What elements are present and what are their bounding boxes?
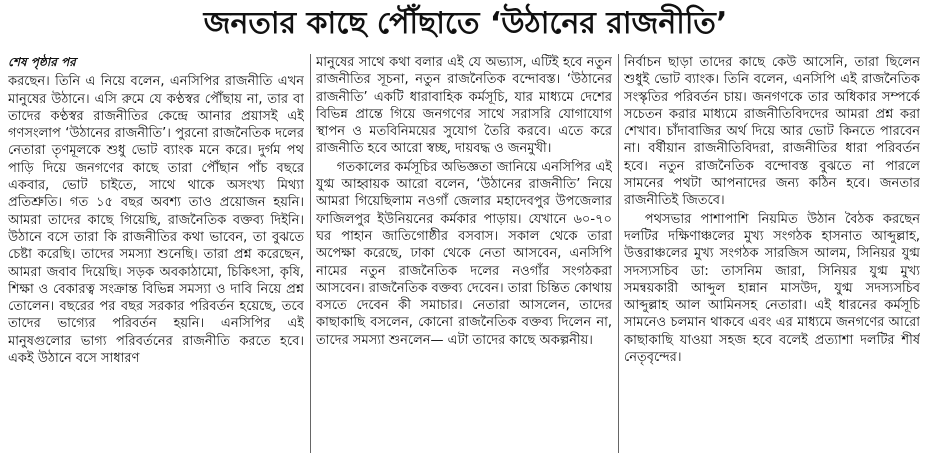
column-1-paragraph-1: করছেন। তিনি এ নিয়ে বলেন, এনসিপির রাজনীতি এখন মানুষের উঠানে। এসি রুমে যে কণ্ঠস্বর পৌঁছায় না, তার বা তাদের কণ্ঠস্বর রাজনীতির কেন্দ্রে আনার প্রয়াসই এই গণসংলাপ ‘উঠানের রাজনীতি’। পুরনো রাজনৈতিক দলের নেতারা তৃণমূলকে শুধু ভোট ব্যাংক মনে করে। দুর্গম পথ পাড়ি দিয়ে জনগণের কাছে তারা পৌঁছান পাঁচ বছরে একবার, ভোট চাইতে, সাথে থাকে অসংখ্য মিথ্যা প্রতিশ্রুতি। গত ১৫ বছর অবশ্য তাও প্রয়োজন হয়নি। আমরা তাদের কাছে গিয়েছি, রাজনৈতিক বক্তব্য দিইনি। উঠানে বসে তারা কি রাজনীতির কথা ভাবেন, তা বুঝতে চেষ্টা করেছি। তাদের সমস্যা শুনেছি। তারা প্রশ্ন করেছেন, আমরা জবাব দিয়েছি। সড়ক অবকাঠামো, চিকিৎসা, কৃষি, শিক্ষা ও বেকারত্ব সংক্রান্ত বিভিন্ন সমস্যা ও দাবি নিয়ে প্রশ্ন তোলেন। বছরের পর বছর সরকার পরিবর্তন হয়েছে, তবে তাদের ভাগ্যের পরিবর্তন হয়নি। এনসিপির এই মানুষগুলোর ভাগ্য পরিবর্তনের রাজনীতি করতে হবে। একই উঠানে বসে সাধারণ xyxy=(8,74,304,367)
article-body xyxy=(8,54,924,453)
column-3-paragraph-1: নির্বাচন ছাড়া তাদের কাছে কেউ আসেনি, তারা ছিলেন শুধুই ভোট ব্যাংক। তিনি বলেন, এনসিপি এই রাজনৈতিক সংস্কৃতির পরিবর্তন চায়। জনগণকে তার অধিকার সম্পর্কে সচেতন করার মাধ্যমে রাজনীতিবিদদের আমরা প্রশ্ন করা শেখাব। চাঁদাবাজির অর্থ দিয়ে আর ভোট কিনতে পারবেন না। বর্ষীয়ান রাজনীতিবিদরা, রাজনীতির ধারা পরিবর্তন হবে। নতুন রাজনৈতিক বন্দোবস্ত বুঝতে না পারলে সামনের পথটা আপনাদের জন্য কঠিন হবে। জনতার রাজনীতিই জিতবে। xyxy=(624,55,920,209)
column-2-paragraph-2: গতকালের কর্মসূচির অভিজ্ঞতা জানিয়ে এনসিপির এই যুগ্ম আহ্বায়ক আরো বলেন, ‘উঠানের রাজনীতি’ নিয়ে আমরা গিয়েছিলাম নওগাঁ জেলার মহাদেবপুর উপজেলার ফাজিলপুর ইউনিয়নের কর্মকার পাড়ায়। যেখানে ৬০-৭০ ঘর পাহান জাতিগোষ্ঠীর বসবাস। সকাল থেকে তারা অপেক্ষা করেছে, ঢাকা থেকে নেতা আসবেন, এনসিপি নামের নতুন রাজনৈতিক দলের নওগাঁর সংগঠকরা আসবেন। রাজনৈতিক বক্তব্য দেবেন। তারা চিন্তিত কোথায় বসতে দেবেন কী সমাচার। নেতারা আসলেন, তাদের কাছাকাছি বসলেন, কোনো রাজনৈতিক বক্তব্য দিলেন না, তাদের সমস্যা শুনলেন— এটা তাদের কাছে অকল্পনীয়। xyxy=(316,159,612,348)
continued-from-label: শেষ পৃষ্ঠার পর xyxy=(8,55,76,69)
article-headline: জনতার কাছে পৌঁছাতে ‘উঠানের রাজনীতি’ xyxy=(203,6,728,41)
column-divider-1 xyxy=(310,54,311,453)
column-2 xyxy=(316,54,612,453)
column-3-paragraph-2: পথসভার পাশাপাশি নিয়মিত উঠান বৈঠক করছেন দলটির দক্ষিণাঞ্চলের মুখ্য সংগঠক হাসনাত আব্দুল্লাহ, উত্তরাঞ্চলের মুখ্য সংগঠক সারজিস আলম, সিনিয়র যুগ্ম সদস্যসচিব ডা: তাসনিম জারা, সিনিয়র যুগ্ম মুখ্য সমন্বয়কারী আব্দুল হান্নান মাসউদ, যুগ্ম সদস্যসচিব আব্দুল্লাহ আল আমিনসহ নেতারা। এই ধারনের কর্মসূচি সামনেও চলমান থাকবে এবং এর মাধ্যমে জনগণের আরো কাছাকাছি যাওয়া সহজ হবে বলেই প্রত্যাশা দলটির শীর্ষ নেতৃবৃন্দের। xyxy=(624,211,920,366)
column-1 xyxy=(8,54,304,453)
column-2-paragraph-1: মানুষের সাথে কথা বলার এই যে অভ্যাস, এটিই হবে নতুন রাজনীতির সূচনা, নতুন রাজনৈতিক বন্দোবস্ত। ‘উঠানের রাজনীতি’ একটি ধারাবাহিক কর্মসূচি, যার মাধ্যমে দেশের বিভিন্ন প্রান্তে গিয়ে জনগণের সাথে সরাসরি যোগাযোগ স্থাপন ও মতবিনিময়ের সুযোগ তৈরি করবে। এতে করে রাজনীতি হবে আরো স্বচ্ছ, দায়বদ্ধ ও জনমুখী। xyxy=(316,55,612,157)
column-3 xyxy=(624,54,920,453)
column-divider-2 xyxy=(618,54,619,453)
